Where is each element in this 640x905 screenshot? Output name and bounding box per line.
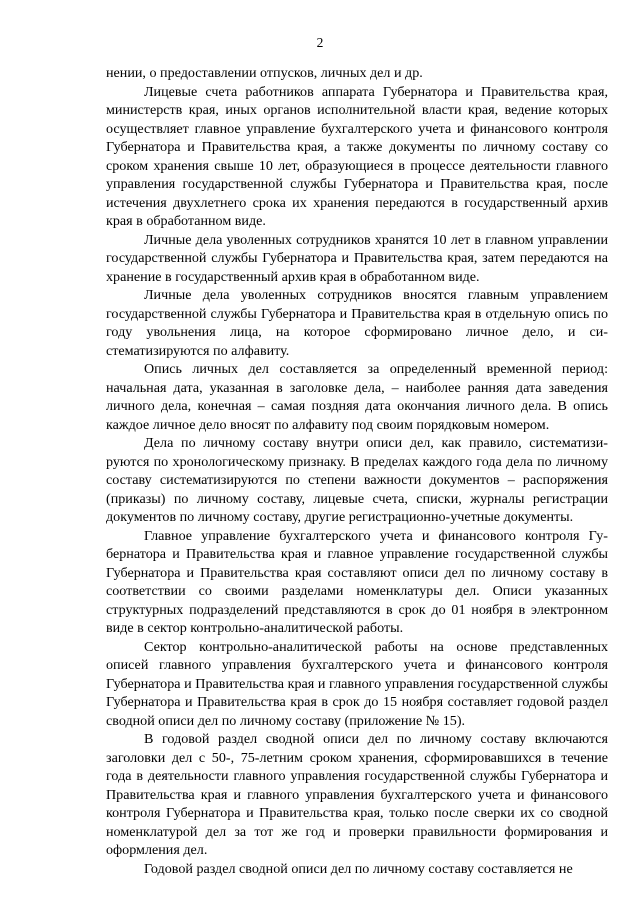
paragraph: Опись личных дел составляется за определенный временной период: начальная дата, указанная в заголовке дела, – наиболее ранняя дата заведения личного дела, конечная – самая поздняя дата окончания личного дела. В опись каждое личное дело вносят по алфавиту под своим порядковым номером. [106,361,608,433]
paragraph: Годовой раздел сводной описи дел по личному составу составляется не [144,860,573,877]
paragraph-continued: нении, о предоставлении отпусков, личных дел и др. [106,65,423,81]
page-number: 2 [316,35,324,50]
paragraph: Личные дела уволенных сотрудников хранятся 10 лет в главном управлении государственной службы Губернатора и Правительства края, затем передаются на хранение в государственный архив края в обработанном виде. [106,231,608,285]
document-body [106,64,608,878]
paragraph: Дела по личному составу внутри описи дел, как правило, систематизируются по хронологическому признаку. В пределах каждого года дела по личному составу систематизируются по степени важности документов – распоряжения (приказы) по личному составу, лицевые счета, списки, журналы регистрации документов по личному составу, другие регистрационно-учетные документы. [106,435,608,525]
paragraph: Главное управление бухгалтерского учета и финансового контроля Губернатора и Правительства края и главное управление государственной службы Губернатора и Правительства края составляют описи дел по личному составу в соответствии со своими разделами номенклатуры дел. Описи указанных структурных подразделений представляются в срок до 01 ноября в электронном виде в сектор контрольно-аналитической работы. [106,527,608,636]
paragraph: В годовой раздел сводной описи дел по личному составу включаются заголовки дел с 50-, 75-летним сроком хранения, сформировавшихся в течение года в деятельности главного управления государственной службы Губернатора и Правительства края и главного управления бухгалтерского учета и финансового контроля Губернатора и Правительства края, только после сверки их со сводной номенклатурой дел за тот же год и проверки правильности формирования и оформления дел. [106,731,608,858]
paragraph: Лицевые счета работников аппарата Губернатора и Правительства края, министерств края, иных органов исполнительной власти края, ведение которых осуществляет главное управление бухгалтерского учета и финансового контроля Губернатора и Правительства края, а также документы по личному составу со сроком хранения свыше 10 лет, образующиеся в процессе деятельности главного управления государственной службы Губернатора и Правительства края, после истечения двухлетнего срока их хранения передаются в государственный архив края в обработанном виде. [106,83,608,229]
paragraph: Сектор контрольно-аналитической работы на основе представленных описей главного управления бухгалтерского учета и финансового контроля Губернатора и Правительства края и главного управления государственной службы Губернатора и Правительства края в срок до 15 ноября составляет годовой раздел сводной описи дел по личному составу (приложение № 15). [106,638,608,729]
paragraph: Личные дела уволенных сотрудников вносятся главным управлением государственной службы Губернатора и Правительства края в отдельную опись по году увольнения лица, на которое сформировано личное дело, и систематизируются по алфавиту. [106,287,608,359]
